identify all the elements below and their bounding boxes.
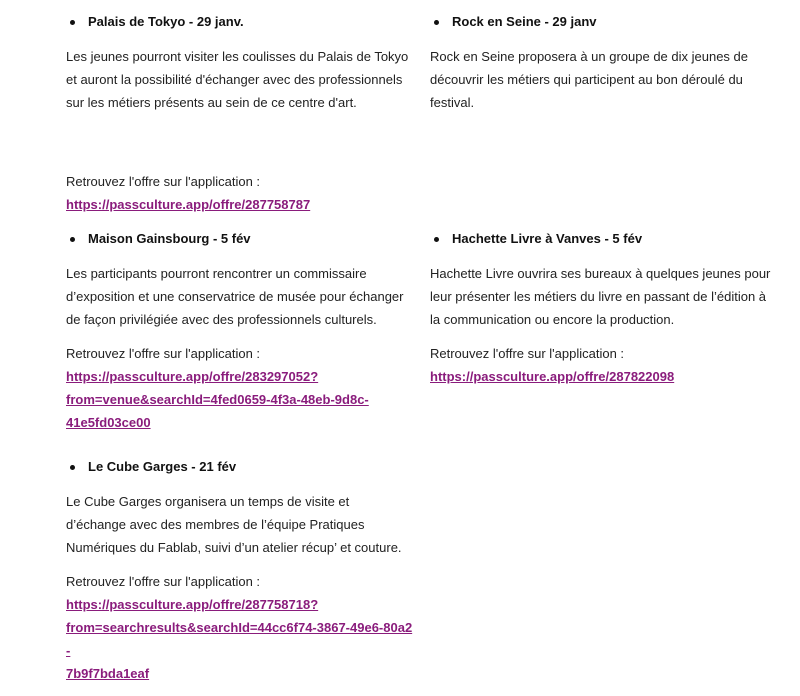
bullet-icon xyxy=(434,237,439,242)
offer-link[interactable] xyxy=(66,193,416,216)
event-title-row xyxy=(430,228,786,250)
offer-link-line[interactable]: from=searchresults&searchId=44cc6f74-3867-49e6-80a2- xyxy=(66,620,413,658)
bullet-icon xyxy=(70,237,75,242)
description-line: la communication ou encore la production. xyxy=(430,312,675,327)
event-card-maison-gainsbourg xyxy=(66,228,416,434)
offer-label: Retrouvez l'offre sur l'application : xyxy=(430,346,625,361)
offer-link[interactable] xyxy=(430,365,786,388)
offer-label: Retrouvez l'offre sur l'application : xyxy=(66,346,261,361)
event-title: Hachette Livre à Vanves - 5 fév xyxy=(452,231,643,246)
bullet-icon xyxy=(70,20,75,25)
offer-link-line[interactable]: 7b9f7bda1eaf xyxy=(66,666,150,681)
description-line: sur les métiers présents au sein de ce centre d'art. xyxy=(66,95,357,110)
event-title-row xyxy=(66,228,416,250)
description-line: festival. xyxy=(430,95,475,110)
event-title: Palais de Tokyo - 29 janv. xyxy=(88,14,244,29)
description-line: Rock en Seine proposera à un groupe de dix jeunes de xyxy=(430,49,748,64)
description-line: Les participants pourront rencontrer un commissaire xyxy=(66,266,367,281)
event-description xyxy=(430,45,780,114)
event-card-le-cube-garges xyxy=(66,456,416,685)
event-card-palais-de-tokyo xyxy=(66,11,416,216)
bullet-icon xyxy=(434,20,439,25)
description-line: Hachette Livre ouvrira ses bureaux à quelques jeunes pour xyxy=(430,266,771,281)
event-card-hachette-livre xyxy=(430,228,786,388)
event-title: Le Cube Garges - 21 fév xyxy=(88,459,237,474)
description-line: d’exposition et une conservatrice de musée pour échanger xyxy=(66,289,404,304)
event-card-rock-en-seine xyxy=(430,11,780,114)
event-description xyxy=(430,262,786,331)
description-line: Numériques du Fablab, suivi d’un atelier récup’ et couture. xyxy=(66,540,402,555)
event-description xyxy=(66,45,416,114)
event-description xyxy=(66,490,416,559)
offer-link-line[interactable]: https://passculture.app/offre/283297052? xyxy=(66,369,319,384)
offer-link[interactable] xyxy=(66,593,416,685)
event-title: Rock en Seine - 29 janv xyxy=(452,14,597,29)
offer-label: Retrouvez l'offre sur l'application : xyxy=(66,174,261,189)
event-title-row xyxy=(430,11,780,33)
offer-link-text[interactable]: https://passculture.app/offre/287822098 xyxy=(430,369,675,384)
description-line: Les jeunes pourront visiter les coulisses du Palais de Tokyo xyxy=(66,49,409,64)
description-line: leur présenter les métiers du livre en passant de l’édition à xyxy=(430,289,767,304)
offer-link-line[interactable]: https://passculture.app/offre/287758718? xyxy=(66,597,319,612)
event-title: Maison Gainsbourg - 5 fév xyxy=(88,231,251,246)
description-line: d’échange avec des membres de l’équipe Pratiques xyxy=(66,517,365,532)
description-line: et auront la possibilité d'échanger avec des professionnels xyxy=(66,72,403,87)
offer-link-line[interactable]: from=venue&searchId=4fed0659-4f3a-48eb-9d8c- xyxy=(66,392,369,407)
description-line: de façon privilégiée avec des professionnels culturels. xyxy=(66,312,377,327)
event-title-row xyxy=(66,11,416,33)
event-title-row xyxy=(66,456,416,478)
description-line: découvrir les métiers qui participent au bon déroulé du xyxy=(430,72,743,87)
offer-link-line[interactable]: 41e5fd03ce00 xyxy=(66,415,151,430)
bullet-icon xyxy=(70,465,75,470)
description-line: Le Cube Garges organisera un temps de visite et xyxy=(66,494,350,509)
offer-link[interactable] xyxy=(66,365,416,434)
event-description xyxy=(66,262,416,331)
offer-link-text[interactable]: https://passculture.app/offre/287758787 xyxy=(66,197,311,212)
offer-label: Retrouvez l'offre sur l'application : xyxy=(66,574,261,589)
